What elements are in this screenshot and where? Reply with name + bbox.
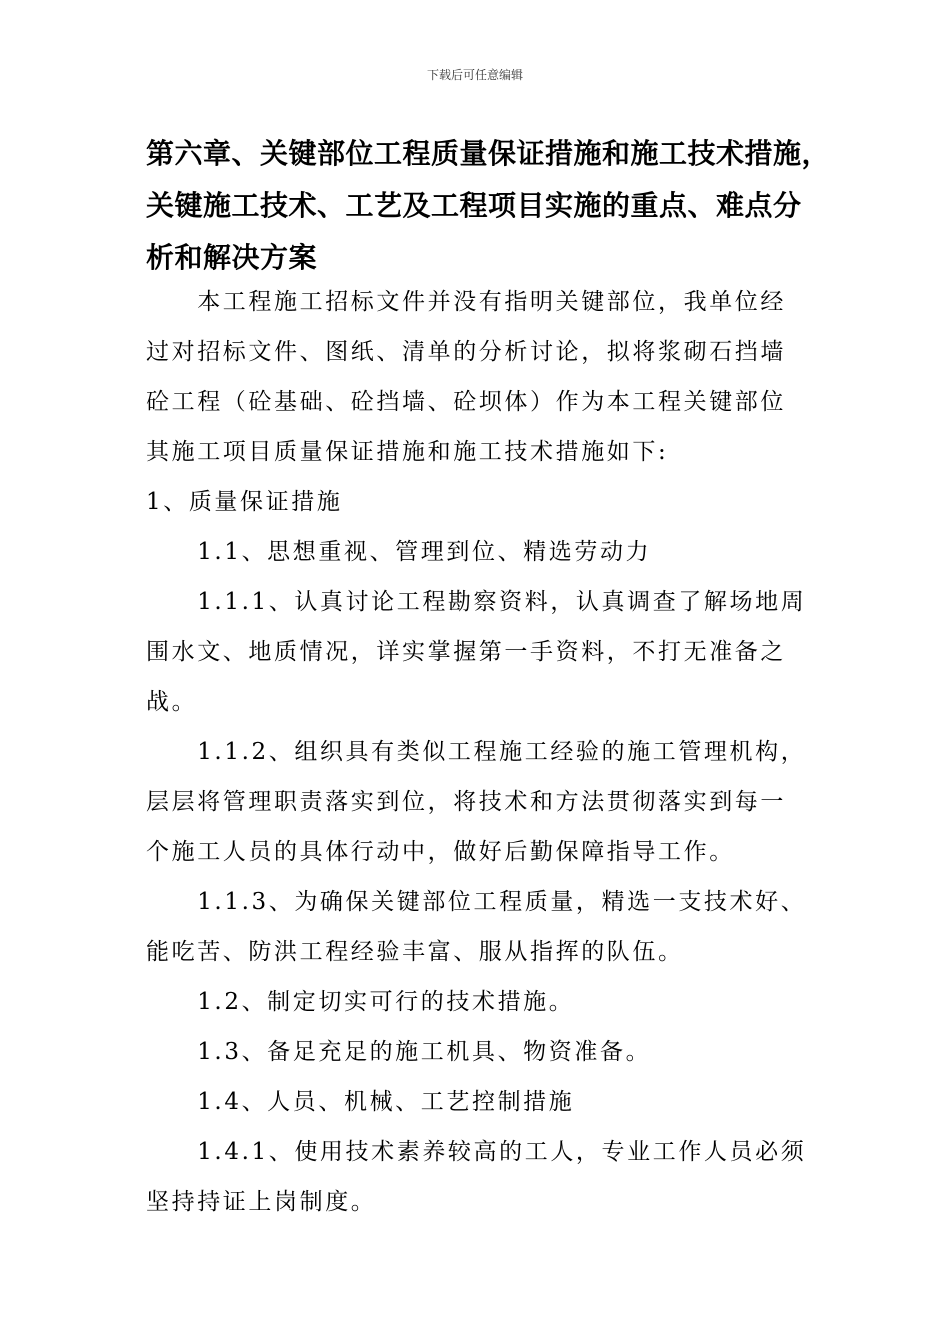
paragraph-line: 过对招标文件、图纸、清单的分析讨论，拟将浆砌石挡墙 [146,339,786,365]
title-line: 关键施工技术、工艺及工程项目实施的重点、难点分 [146,189,802,222]
paragraph-line: 砼工程（砼基础、砼挡墙、砼坝体）作为本工程关键部位 [146,389,786,415]
subsection-heading: 1.1、思想重视、管理到位、精选劳动力 [146,539,652,565]
paragraph-line: 能吃苦、防洪工程经验丰富、服从指挥的队伍。 [146,939,684,965]
paragraph-line: 本工程施工招标文件并没有指明关键部位，我单位经 [146,289,786,315]
paragraph-line: 围水文、地质情况，详实掌握第一手资料，不打无准备之 [146,639,786,665]
subsection-heading: 1.4、人员、机械、工艺控制措施 [146,1089,575,1115]
paragraph-line: 1.1.3、为确保关键部位工程质量，精选一支技术好、 [146,889,807,915]
title-line: 第六章、关键部位工程质量保证措施和施工技术措施， [146,137,831,170]
paragraph-line: 其施工项目质量保证措施和施工技术措施如下: [146,439,669,465]
subsection-heading: 1.2、制定切实可行的技术措施。 [146,989,575,1015]
chapter-title [146,128,836,284]
paragraph-line: 1.4.1、使用技术素养较高的工人，专业工作人员必须 [146,1139,807,1165]
paragraph-line: 1.1.1、认真讨论工程勘察资料，认真调查了解场地周 [146,589,807,615]
title-line: 析和解决方案 [146,241,318,274]
header-note: 下载后可任意编辑 [426,68,523,82]
paragraph-line: 层层将管理职责落实到位，将技术和方法贯彻落实到每一 [146,789,786,815]
body-text [146,277,826,1227]
paragraph-line: 坚持持证上岗制度。 [146,1189,377,1215]
paragraph-line: 战。 [146,689,198,715]
paragraph-line: 个施工人员的具体行动中，做好后勤保障指导工作。 [146,839,735,865]
paragraph-line: 1.1.2、组织具有类似工程施工经验的施工管理机构， [146,739,807,765]
subsection-heading: 1.3、备足充足的施工机具、物资准备。 [146,1039,652,1065]
section-heading: 1、质量保证措施 [146,489,343,515]
